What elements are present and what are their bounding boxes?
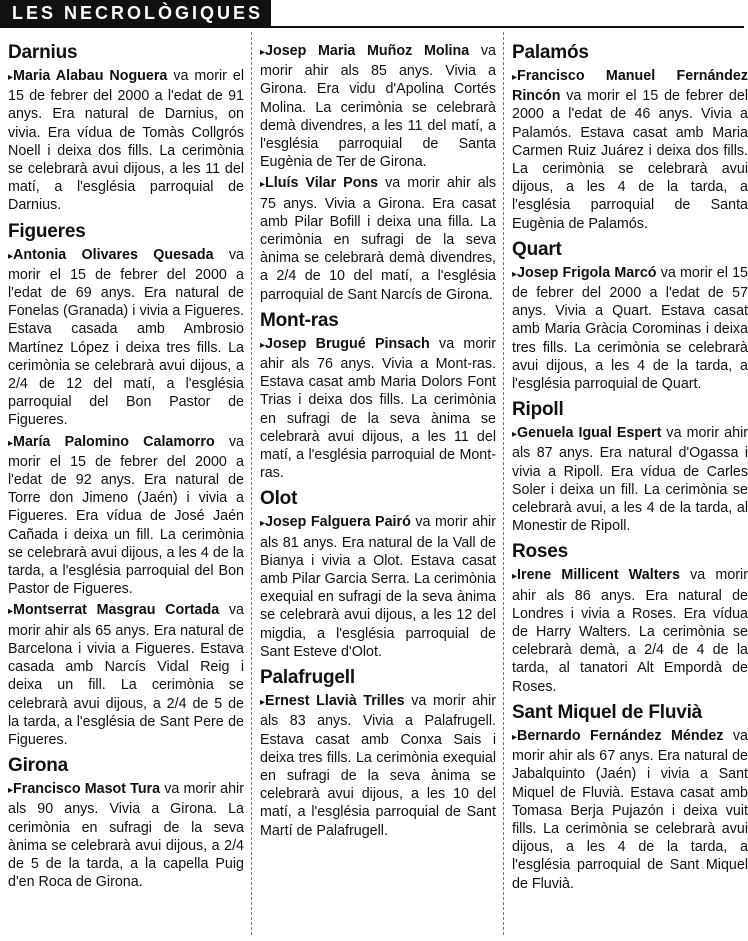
town-heading: Sant Miquel de Fluvià xyxy=(512,701,703,723)
bullet-arrow-icon: ▸ xyxy=(260,697,266,709)
obituary-section xyxy=(512,42,748,233)
obituary-text: va morir ahir als 75 anys. Vivia a Girona. Era casat amb Pilar Bofill i deixa una filla. La cerimònia en sufragi de la seva ànima se celebrarà demà divendres, a 2/4 de 10 del matí, a l'església parroquial de Sant Narcís de Girona. xyxy=(260,175,497,303)
obituary-entry xyxy=(512,566,748,695)
obituary-entry xyxy=(512,424,748,535)
obituary-entry xyxy=(260,692,496,840)
bullet-arrow-icon: ▸ xyxy=(260,179,266,191)
deceased-name: Josep Brugué Pinsach xyxy=(265,335,430,352)
bullet-arrow-icon: ▸ xyxy=(512,268,518,280)
obituary-text: va morir ahir als 67 anys. Era natural de Jabalquinto (Jaén) i vivia a Sant Miquel de Fluvià. Estava casat amb Tomasa Berja Pujazón i deixa vuit fills. La cerimònia se celebrarà avui dijous, a les 4 de la tarda, a l'església parroquial de Sant Miquel de Fluvià. xyxy=(512,727,748,892)
obituary-entry xyxy=(260,174,496,303)
bullet-arrow-icon: ▸ xyxy=(260,518,266,530)
obituary-text: va morir ahir als 76 anys. Vivia a Mont-ras. Estava casat amb Maria Dolors Font Trias i deixa dos fills. La cerimònia en sufragi de la seva ànima se celebrarà avui dijous, a les 11 del matí, a l'església parroquial de Mont-ras. xyxy=(260,335,496,482)
town-heading: Darnius xyxy=(8,42,78,63)
obituary-entry xyxy=(512,264,748,393)
obituary-entry xyxy=(8,780,244,891)
column-3 xyxy=(512,42,748,896)
obituary-section xyxy=(512,541,748,695)
deceased-name: Ernest Llavià Trilles xyxy=(265,693,405,710)
obituary-entry xyxy=(8,246,244,430)
town-heading: Figueres xyxy=(8,220,86,242)
town-heading: Quart xyxy=(512,238,562,260)
bullet-arrow-icon: ▸ xyxy=(512,429,518,441)
obituary-entry xyxy=(512,727,748,893)
deceased-name: Josep Falguera Pairó xyxy=(265,514,411,531)
bullet-arrow-icon: ▸ xyxy=(8,72,14,83)
obituary-text: va morir el 15 de febrer del 2000 a l'edat de 69 anys. Era natural de Fonelas (Granada) i vivia a Figueres. Estava casada amb Ambrosio Martínez López i deixa tres fills. La cerimònia se celebrarà avui dijous, a 2/4 de 12 del matí, a l'església parroquial del Bon Pastor de Figueres. xyxy=(8,246,244,429)
header-rule xyxy=(0,26,744,28)
obituary-text: va morir ahir als 90 anys. Vivia a Girona. La cerimònia en sufragi de la seva ànima se celebrarà avui dijous, a 2/4 de 5 de la tarda, a la capella Puig d'en Roca de Girona. xyxy=(8,781,244,891)
deceased-name: Montserrat Masgrau Cortada xyxy=(13,602,220,619)
obituary-section xyxy=(260,42,496,304)
town-heading: Mont-ras xyxy=(260,309,339,331)
obituary-text: va morir el 15 de febrer del 2000 a l'edat de 92 anys. Era natural de Torre don Jimeno (Jaén) i vivia a Figueres. Era vídua de José Jaén Cañada i deixa un fill. La cerimònia se celebrarà avui dijous, a les 4 de la tarda, a l'església parroquial del Bon Pastor de Figueres. xyxy=(8,433,244,598)
obituary-section xyxy=(260,667,496,840)
deceased-name: Maria Alabau Noguera xyxy=(13,68,168,84)
town-heading: Olot xyxy=(260,488,298,510)
deceased-name: Bernardo Fernández Méndez xyxy=(517,727,724,744)
section-header-title: LES NECROLÒGIQUES xyxy=(0,0,271,26)
town-heading: Girona xyxy=(8,755,69,777)
obituary-text: va morir ahir als 86 anys. Era natural de Londres i vivia a Roses. Era vídua de Harry Walters. La cerimònia se celebrarà demà, a 2/4 de 4 de la tarda, al tanatori Alt Empordà de Roses. xyxy=(512,567,748,695)
town-heading: Palamós xyxy=(512,42,589,63)
bullet-arrow-icon: ▸ xyxy=(8,606,14,618)
town-heading: Palafrugell xyxy=(260,667,355,689)
column-2 xyxy=(260,42,496,843)
deceased-name: Francisco Manuel Fernández Rincón xyxy=(512,68,748,105)
obituary-section xyxy=(8,221,244,749)
obituary-text: va morir el 15 de febrer del 2000 a l'edat de 91 anys. Era natural de Darnius, on vivia. Era vídua de Tomàs Collgrós Noell i deixa dos fills. La cerimònia se celebrarà avui dijous, a les 11 del matí, a l'església parroquial de Darnius. xyxy=(8,68,244,214)
deceased-name: Lluís Vilar Pons xyxy=(265,175,379,192)
obituary-section xyxy=(512,239,748,393)
bullet-arrow-icon: ▸ xyxy=(8,785,14,797)
column-1 xyxy=(8,42,244,894)
deceased-name: Genuela Igual Espert xyxy=(517,425,662,442)
page-header xyxy=(0,0,744,30)
obituary-text: va morir ahir als 87 anys. Era natural d'Ogassa i vivia a Ripoll. Era vídua de Carles Soler i deixa un fill. La cerimònia se celebrarà avui, a les 4 de la tarda, al Monestir de Ripoll. xyxy=(512,425,748,535)
obituary-section xyxy=(512,399,748,535)
obituary-section xyxy=(8,755,244,891)
deceased-name: Antonia Olivares Quesada xyxy=(13,246,214,263)
obituary-entry xyxy=(8,601,244,749)
obituary-section xyxy=(8,42,244,215)
column-divider xyxy=(503,32,504,935)
obituary-text: va morir ahir als 65 anys. Era natural de Barcelona i vivia a Figueres. Estava casada amb Narcís Vidal Reig i deixa un fill. La cerimònia se celebrarà avui dijous, a 2/4 de 5 de la tarda, a l'església de Sant Pere de Figueres. xyxy=(8,602,244,748)
obituary-entry xyxy=(260,335,496,483)
town-heading: Ripoll xyxy=(512,399,564,421)
bullet-arrow-icon: ▸ xyxy=(260,47,266,58)
obituary-section xyxy=(260,488,496,661)
obituary-text: va morir el 15 de febrer del 2000 a l'edat de 57 anys. Vivia a Quart. Estava casat amb Maria Gràcia Corominas i deixa tres fills. La cerimònia se celebrarà avui dijous, a les 4 de la tarda, a l'església parroquial de Quart. xyxy=(512,264,748,393)
obituary-text: va morir el 15 de febrer del 2000 a l'edat de 46 anys. Vivia a Palamós. Estava casat amb Maria Carmen Ruiz Juárez i deixa dos fills. La cerimònia se celebrarà avui dijous, a les 4 de la tarda, a l'església parroquial de Santa Eugènia de Palamós. xyxy=(512,88,748,232)
obituary-entry xyxy=(260,42,496,171)
obituary-section xyxy=(260,310,496,483)
town-heading: Roses xyxy=(512,541,569,563)
column-divider xyxy=(251,32,252,935)
bullet-arrow-icon: ▸ xyxy=(512,731,518,743)
obituary-entry xyxy=(8,433,244,599)
deceased-name: María Palomino Calamorro xyxy=(13,433,215,450)
deceased-name: Irene Millicent Walters xyxy=(517,567,680,584)
obituary-section xyxy=(512,702,748,893)
bullet-arrow-icon: ▸ xyxy=(8,250,14,262)
obituary-text: va morir ahir als 83 anys. Vivia a Palafrugell. Estava casat amb Conxa Sais i deixa tres fills. La cerimònia exequial en sufragi de la seva ànima se celebrarà avui dijous, a les 10 del matí, a l'església parroquial de Sant Martí de Palafrugell. xyxy=(260,693,496,839)
obituary-text: va morir ahir als 85 anys. Vivia a Girona. Era vidu d'Apolina Cortés Molina. La cerimònia se celebrarà demà divendres, a les 11 del matí, a l'església parroquial de Santa Eugènia de Ter de Girona. xyxy=(260,43,496,171)
obituary-entry xyxy=(512,67,748,233)
obituary-entry xyxy=(8,67,244,215)
obituary-text: va morir ahir als 81 anys. Era natural de la Vall de Bianya i vivia a Olot. Estava casat amb Pilar Garcia Serra. La cerimònia exequial en sufragi de la seva ànima se celebrarà avui dijous, a les 12 del migdia, a l'església parroquial de Sant Esteve d'Olot. xyxy=(260,514,496,660)
bullet-arrow-icon: ▸ xyxy=(8,437,14,449)
bullet-arrow-icon: ▸ xyxy=(512,571,518,583)
deceased-name: Josep Maria Muñoz Molina xyxy=(265,43,470,59)
bullet-arrow-icon: ▸ xyxy=(260,339,266,351)
deceased-name: Francisco Masot Tura xyxy=(13,781,161,798)
obituary-entry xyxy=(260,513,496,661)
deceased-name: Josep Frigola Marcó xyxy=(517,264,657,281)
bullet-arrow-icon: ▸ xyxy=(512,72,518,83)
